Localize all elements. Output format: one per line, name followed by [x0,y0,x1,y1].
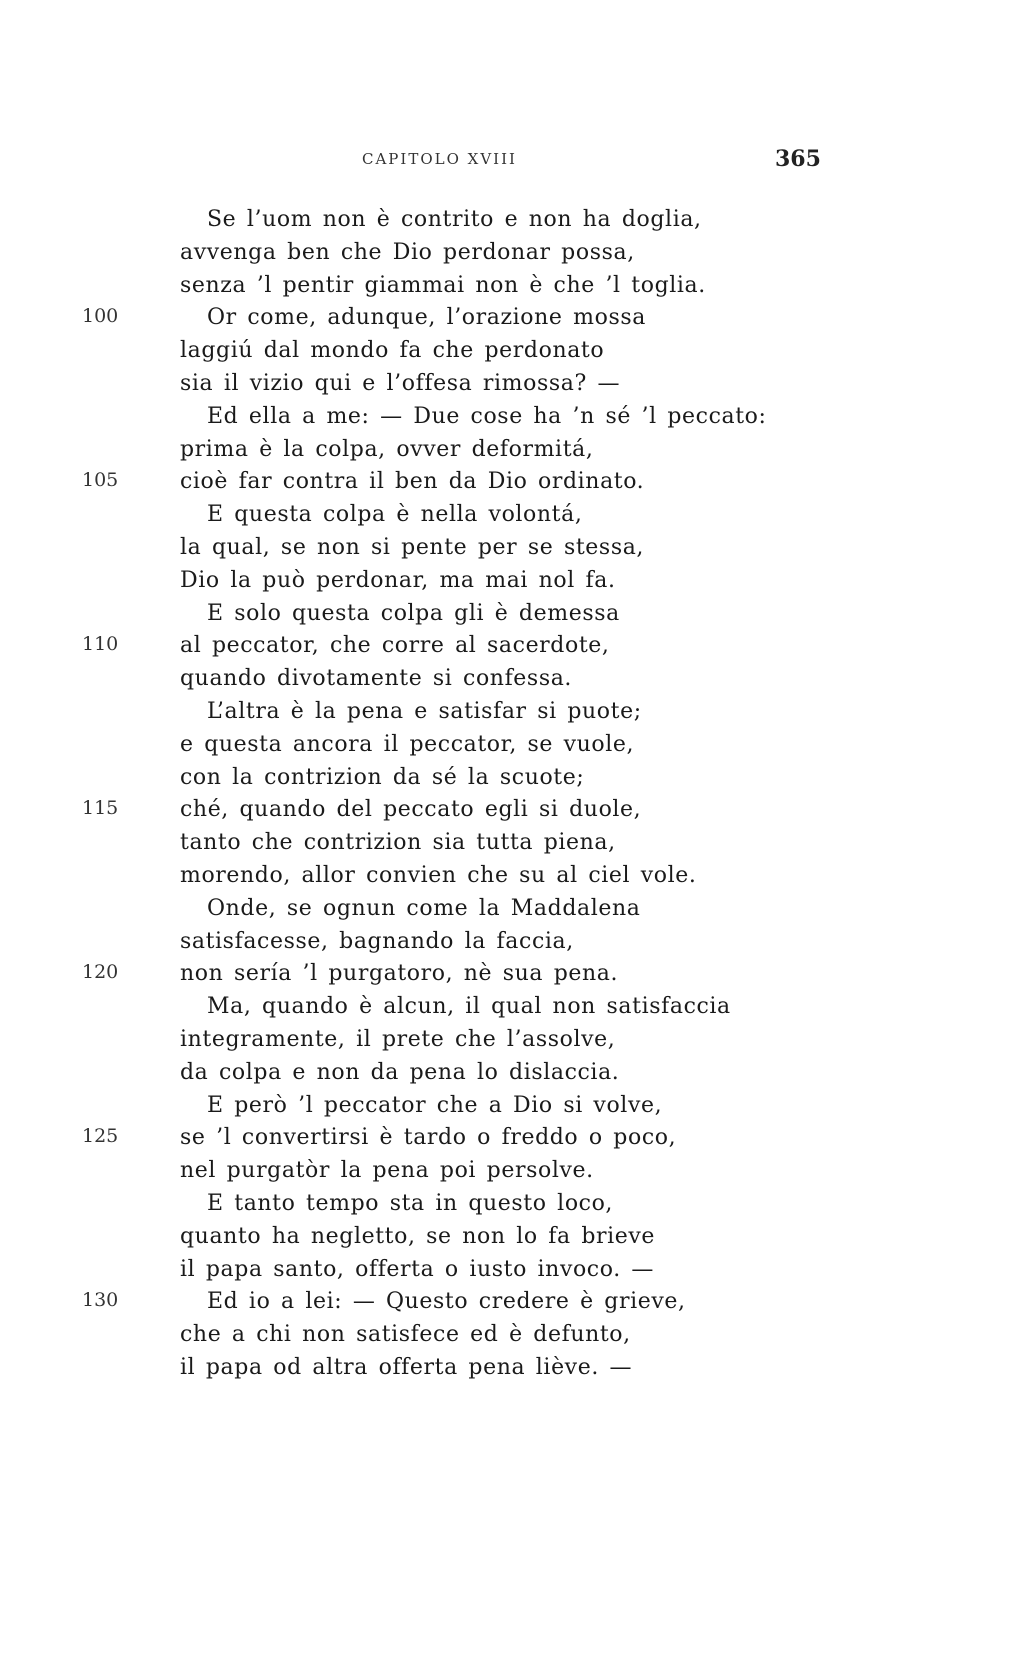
verse-text: avvenga ben che Dio perdonar possa, [180,239,635,265]
verse-text: che a chi non satisfece ed è defunto, [180,1322,631,1348]
verse-line [0,566,1026,599]
verse-line [0,271,1026,304]
verse-line [0,1123,1026,1156]
verse-text: Onde, se ognun come la Maddalena [207,895,641,921]
verse-line [0,927,1026,960]
verse-text: al peccator, che corre al sacerdote, [180,633,610,659]
line-number: 105 [82,469,119,492]
verse-line [0,467,1026,500]
verse-line [0,1058,1026,1091]
verse-line [0,1025,1026,1058]
verse-line [0,1156,1026,1189]
verse-line [0,795,1026,828]
line-number: 110 [82,633,119,656]
verse-text: sia il vizio qui e l’offesa rimossa? — [180,370,621,396]
verse-line [0,205,1026,238]
line-number: 115 [82,797,119,820]
verse-line [0,730,1026,763]
verse-line [0,631,1026,664]
verse-text: e questa ancora il peccator, se vuole, [180,731,635,757]
verse-text: E però ’l peccator che a Dio si volve, [207,1092,663,1118]
verse-line [0,336,1026,369]
verse-text: se ’l convertirsi è tardo o freddo o poco, [180,1125,677,1151]
verse-line [0,1320,1026,1353]
verse-text: senza ’l pentir giammai non è che ’l toglia. [180,272,706,298]
verse-text: con la contrizion da sé la scuote; [180,764,585,790]
verse-text: il papa santo, offerta o iusto invoco. — [180,1256,654,1282]
verse-line [0,369,1026,402]
verse-block [0,205,1026,1386]
verse-text: la qual, se non si pente per se stessa, [180,534,645,560]
verse-text: nel purgatòr la pena poi persolve. [180,1158,594,1184]
verse-line [0,402,1026,435]
verse-line [0,992,1026,1025]
verse-text: Se l’uom non è contrito e non ha doglia, [207,207,702,232]
verse-line [0,1222,1026,1255]
verse-text: laggiú dal mondo fa che perdonato [180,338,605,364]
verse-line [0,303,1026,336]
verse-text: integramente, il prete che l’assolve, [180,1026,616,1052]
verse-text: tanto che contrizion sia tutta piena, [180,830,616,856]
verse-text: Or come, adunque, l’orazione mossa [207,305,646,331]
verse-line [0,435,1026,468]
verse-text: E tanto tempo sta in questo loco, [207,1190,614,1216]
verse-text: da colpa e non da pena lo dislaccia. [180,1059,620,1085]
verse-line [0,1255,1026,1288]
verse-text: morendo, allor convien che su al ciel vole. [180,862,697,888]
verse-text: Dio la può perdonar, ma mai nol fa. [180,567,616,593]
page-number: 365 [775,146,821,172]
verse-line [0,1091,1026,1124]
verse-text: quando divotamente si confessa. [180,666,573,692]
verse-text: non sería ’l purgatoro, nè sua pena. [180,961,619,987]
line-number: 130 [82,1289,119,1312]
running-title: CAPITOLO XVIII [362,150,517,168]
verse-line [0,500,1026,533]
verse-line [0,599,1026,632]
verse-text: cioè far contra il ben da Dio ordinato. [180,469,645,495]
verse-line [0,533,1026,566]
verse-line [0,697,1026,730]
verse-line [0,238,1026,271]
verse-text: prima è la colpa, ovver deformitá, [180,436,594,462]
line-number: 120 [82,961,119,984]
verse-text: E questa colpa è nella volontá, [207,502,583,528]
verse-line [0,828,1026,861]
verse-text: il papa od altra offerta pena liève. — [180,1354,633,1380]
verse-text: satisfacesse, bagnando la faccia, [180,928,574,954]
verse-text: quanto ha negletto, se non lo fa brieve [180,1223,656,1249]
verse-text: ché, quando del peccato egli si duole, [180,797,642,823]
verse-text: Ed io a lei: — Questo credere è grieve, [207,1289,686,1315]
page-header [0,146,1026,174]
verse-line [0,664,1026,697]
verse-line [0,1287,1026,1320]
verse-text: E solo questa colpa gli è demessa [207,600,620,626]
verse-text: Ed ella a me: — Due cose ha ’n sé ’l peccato: [207,403,767,429]
verse-line [0,1353,1026,1386]
verse-line [0,861,1026,894]
line-number: 100 [82,305,119,328]
verse-line [0,894,1026,927]
verse-line [0,959,1026,992]
line-number: 125 [82,1125,119,1148]
verse-text: Ma, quando è alcun, il qual non satisfaccia [207,994,731,1020]
verse-text: L’altra è la pena e satisfar si puote; [207,698,642,724]
verse-line [0,763,1026,796]
verse-line [0,1189,1026,1222]
